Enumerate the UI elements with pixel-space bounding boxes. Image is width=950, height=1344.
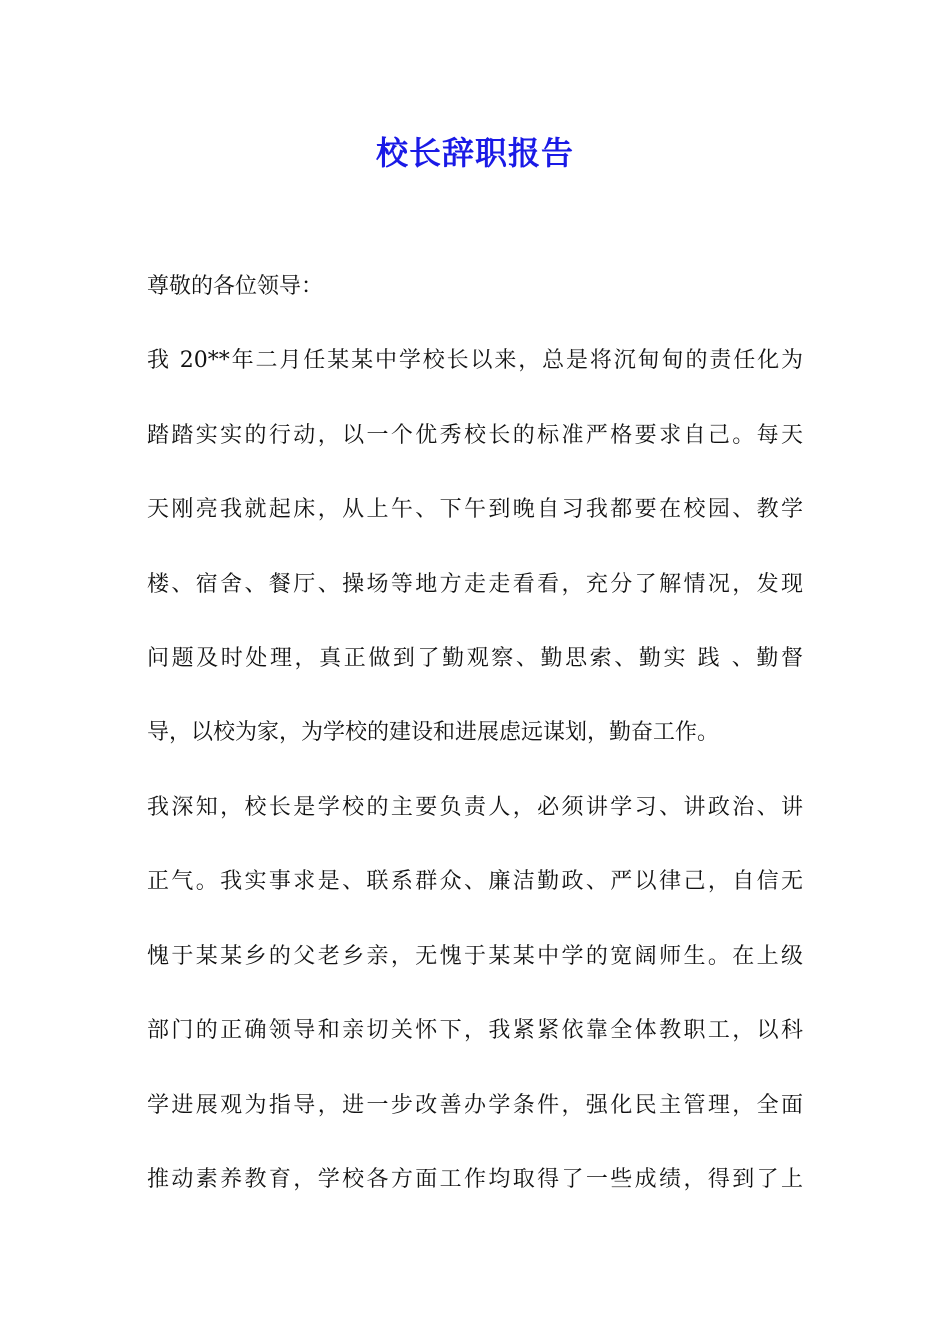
document-title: 校长辞职报告 bbox=[375, 134, 574, 172]
paragraph-line: 正气。我实事求是、联系群众、廉洁勤政、严以律己，自信无 bbox=[147, 869, 803, 894]
paragraph-line: 愧于某某乡的父老乡亲，无愧于某某中学的宽阔师生。在上级 bbox=[147, 944, 803, 969]
salutation-line: 尊敬的各位领导： bbox=[147, 274, 324, 299]
paragraph-line: 楼、宿舍、餐厅、操场等地方走走看看，充分了解情况，发现 bbox=[147, 572, 803, 597]
paragraph-line: 踏踏实实的行动，以一个优秀校长的标准严格要求自己。每天 bbox=[147, 423, 803, 448]
paragraph-line: 问题及时处理，真正做到了勤观察、勤思索、勤实 践 、勤督 bbox=[147, 646, 803, 671]
paragraph-line: 我深知，校长是学校的主要负责人，必须讲学习、讲政治、讲 bbox=[147, 795, 803, 820]
paragraph-line: 我 20**年二月任某某中学校长以来，总是将沉甸甸的责任化为 bbox=[147, 348, 803, 373]
paragraph-line: 导，以校为家，为学校的建设和进展虑远谋划，勤奋工作。 bbox=[147, 720, 720, 745]
paragraph-line: 部门的正确领导和亲切关怀下，我紧紧依靠全体教职工，以科 bbox=[147, 1018, 803, 1043]
paragraph-line: 学进展观为指导，进一步改善办学条件，强化民主管理，全面 bbox=[147, 1093, 803, 1118]
paragraph-line: 推动素养教育，学校各方面工作均取得了一些成绩，得到了上 bbox=[147, 1167, 803, 1192]
paragraph-line: 天刚亮我就起床，从上午、下午到晚自习我都要在校园、教学 bbox=[147, 497, 803, 522]
